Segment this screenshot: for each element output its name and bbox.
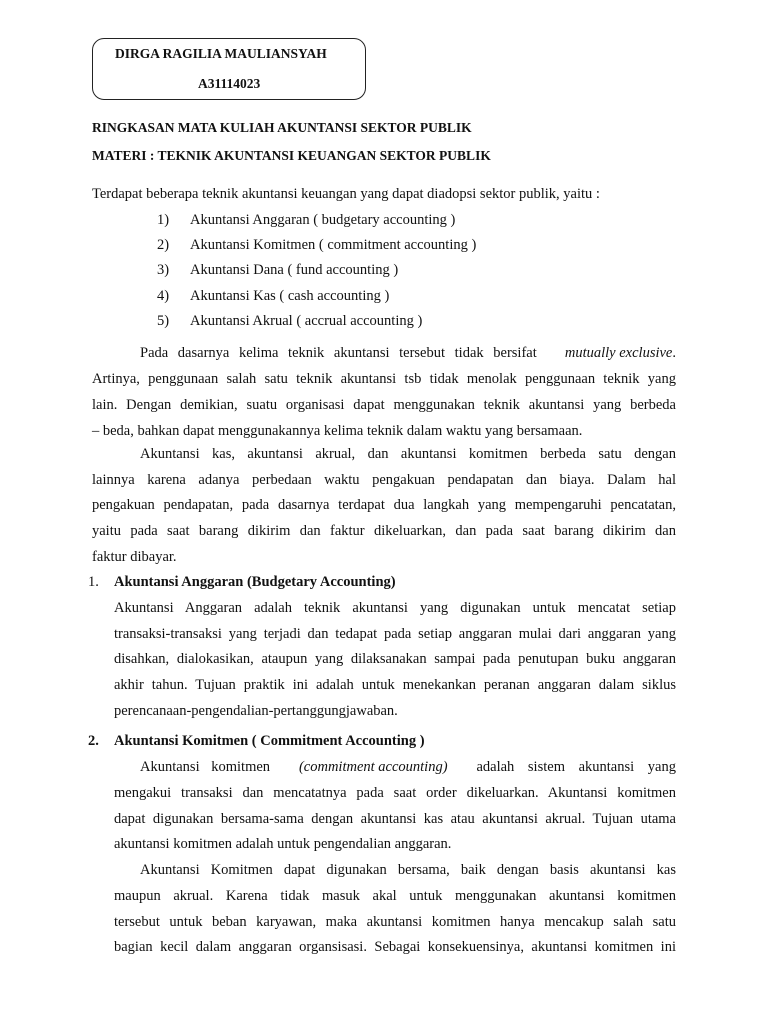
list-item-number: 1) bbox=[157, 212, 170, 228]
paragraph-text: akuntansi komitmen adalah untuk pengendalian anggaran. bbox=[114, 836, 452, 852]
list-item: Akuntansi Akrual ( accrual accounting ) bbox=[190, 313, 423, 329]
list-item: Akuntansi Dana ( fund accounting ) bbox=[190, 262, 399, 278]
paragraph-text: transaksi-transaksi yang terjadi dan tedapat pada setiap anggaran mulai dari anggaran yang bbox=[114, 626, 676, 642]
italic-term: mutually exclusive bbox=[564, 345, 673, 361]
student-info-box bbox=[92, 38, 366, 100]
paragraph-text: yaitu pada saat barang dikirim dan faktur dikeluarkan, dan pada saat barang dikirim dan bbox=[92, 523, 676, 539]
list-item-number: 4) bbox=[157, 288, 170, 304]
list-item: Akuntansi Komitmen ( commitment accounting ) bbox=[190, 237, 477, 253]
paragraph-text: Artinya, penggunaan salah satu teknik akuntansi tsb tidak menolak penggunaan teknik yang bbox=[92, 371, 676, 387]
student-id: A31114023 bbox=[198, 76, 261, 91]
paragraph-text: faktur dibayar. bbox=[92, 549, 177, 565]
paragraph-text: maupun akrual. Karena tidak masuk akal untuk menggunakan akuntansi komitmen bbox=[114, 888, 676, 904]
paragraph-text: akhir tahun. Tujuan praktik ini adalah untuk menekankan peranan anggaran dalam siklus bbox=[114, 677, 676, 693]
student-name: DIRGA RAGILIA MAULIANSYAH bbox=[115, 46, 327, 61]
paragraph-text: Akuntansi Anggaran adalah teknik akuntansi yang digunakan untuk mencatat setiap bbox=[114, 600, 676, 616]
section-number: 2. bbox=[88, 733, 99, 749]
paragraph-text: mengakui transaksi dan mencatatnya pada saat order dikeluarkan. Akuntansi komitmen bbox=[114, 785, 676, 801]
paragraph-text: Akuntansi kas, akuntansi akrual, dan akuntansi komitmen berbeda satu dengan bbox=[140, 446, 676, 462]
paragraph-text: lainnya karena adanya perbedaan waktu pengakuan pendapatan dan biaya. Dalam hal bbox=[92, 472, 676, 488]
list-item: Akuntansi Anggaran ( budgetary accounting ) bbox=[190, 212, 456, 228]
paragraph-text: Akuntansi Komitmen dapat digunakan bersama, baik dengan basis akuntansi kas bbox=[140, 862, 676, 878]
document-title: RINGKASAN MATA KULIAH AKUNTANSI SEKTOR PUBLIK bbox=[92, 120, 472, 135]
paragraph-text: tersebut untuk beban karyawan, maka akuntansi komitmen hanya mencakup salah satu bbox=[114, 914, 676, 930]
paragraph-text: Pada dasarnya kelima teknik akuntansi tersebut tidak bersifat bbox=[140, 345, 537, 361]
paragraph-text: bagian kecil dalam anggaran organsisasi. Sebagai konsekuensinya, akuntansi komitmen ini bbox=[114, 939, 676, 955]
list-item-number: 3) bbox=[157, 262, 170, 278]
section-title: Akuntansi Anggaran (Budgetary Accounting) bbox=[114, 574, 396, 590]
document-subtitle: MATERI : TEKNIK AKUNTANSI KEUANGAN SEKTOR PUBLIK bbox=[92, 148, 491, 163]
intro-text: Terdapat beberapa teknik akuntansi keuangan yang dapat diadopsi sektor publik, yaitu : bbox=[92, 186, 600, 202]
paragraph-text: Akuntansi komitmen bbox=[140, 759, 271, 775]
paragraph-text: lain. Dengan demikian, suatu organisasi dapat menggunakan teknik akuntansi yang berbeda bbox=[92, 397, 676, 413]
paragraph-text: dapat digunakan bersama-sama dengan akuntansi kas atau akuntansi akrual. Tujuan utama bbox=[114, 811, 676, 827]
paragraph-text: perencanaan-pengendalian-pertanggungjawaban. bbox=[114, 703, 398, 719]
paragraph-text: adalah sistem akuntansi yang bbox=[476, 759, 676, 775]
paragraph-text: pengakuan pendapatan, pada dasarnya terdapat dua langkah yang mempengaruhi pencatatan, bbox=[92, 497, 676, 513]
italic-term: (commitment accounting) bbox=[298, 759, 448, 775]
section-number: 1. bbox=[88, 574, 99, 590]
list-item: Akuntansi Kas ( cash accounting ) bbox=[190, 288, 390, 304]
list-item-number: 2) bbox=[157, 237, 170, 253]
section-title: Akuntansi Komitmen ( Commitment Accounting ) bbox=[114, 733, 425, 749]
list-item-number: 5) bbox=[157, 313, 170, 329]
paragraph-text: disahkan, dialokasikan, ataupun yang dilaksanakan sampai pada penutupan buku anggaran bbox=[114, 651, 676, 667]
paragraph-text: – beda, bahkan dapat menggunakannya kelima teknik dalam waktu yang bersamaan. bbox=[92, 423, 583, 439]
document-page: DIRGA RAGILIA MAULIANSYAH A31114023 RINGKASAN MATA KULIAH AKUNTANSI SEKTOR PUBLIK MATERI : TEKNIK AKUNTANSI KEUANGAN SEKTOR PUBLIK Terdapat beberapa teknik akuntansi keuangan yang dapat diadopsi sektor publik, yaitu : 1) Akuntansi Anggaran ( budgetary accounting ) 2) Akuntansi Komitmen ( commitment accounting ) 3) Akuntansi Dana ( fund accounting ) 4) Akuntansi Kas ( cash accounting ) 5) Akuntansi Akrual ( accrual accounting ) Pada dasarnya kelima teknik akuntansi tersebut tidak bersifat mutually exclusive. Artinya, penggunaan salah satu teknik akuntansi tsb tidak menolak penggunaan teknik yang lain. Dengan demikian, suatu organisasi dapat menggunakan teknik akuntansi yang berbeda – beda, bahkan dapat menggunakannya kelima teknik dalam waktu yang bersamaan. Akuntansi kas, akuntansi akrual, dan akuntansi komitmen berbeda satu dengan lainnya karena adanya perbedaan waktu pengakuan pendapatan dan biaya. Dalam hal pengakuan pendapatan, pada dasarnya terdapat dua langkah yang mempengaruhi pencatatan, yaitu pada saat barang dikirim dan faktur dikeluarkan, dan pada saat barang dikirim dan faktur dibayar. 1. Akuntansi Anggaran (Budgetary Accounting) Akuntansi Anggaran adalah teknik akuntansi yang digunakan untuk mencatat setiap transaksi-transaksi yang terjadi dan tedapat pada setiap anggaran mulai dari anggaran yang disahkan, dialokasikan, ataupun yang dilaksanakan sampai pada penutupan buku anggaran akhir tahun. Tujuan praktik ini adalah untuk menekankan peranan anggaran dalam siklus perencanaan-pengendalian-pertanggungjawaban. 2. Akuntansi Komitmen ( Commitment Accounting ) Akuntansi komitmen (commitment accounting) adalah sistem akuntansi yang mengakui transaksi dan mencatatnya pada saat order dikeluarkan. Akuntansi komitmen dapat digunakan bersama-sama dengan akuntansi kas atau akuntansi akrual. Tujuan utama akuntansi komitmen adalah untuk pengendalian anggaran. Akuntansi Komitmen dapat digunakan bersama, baik dengan basis akuntansi kas maupun akrual. Karena tidak masuk akal untuk menggunakan akuntansi komitmen tersebut untuk beban karyawan, maka akuntansi komitmen hanya mencakup salah satu bagian kecil dalam anggaran organsisasi. Sebagai konsekuensinya, akuntansi komitmen ini bbox=[0, 0, 768, 1024]
